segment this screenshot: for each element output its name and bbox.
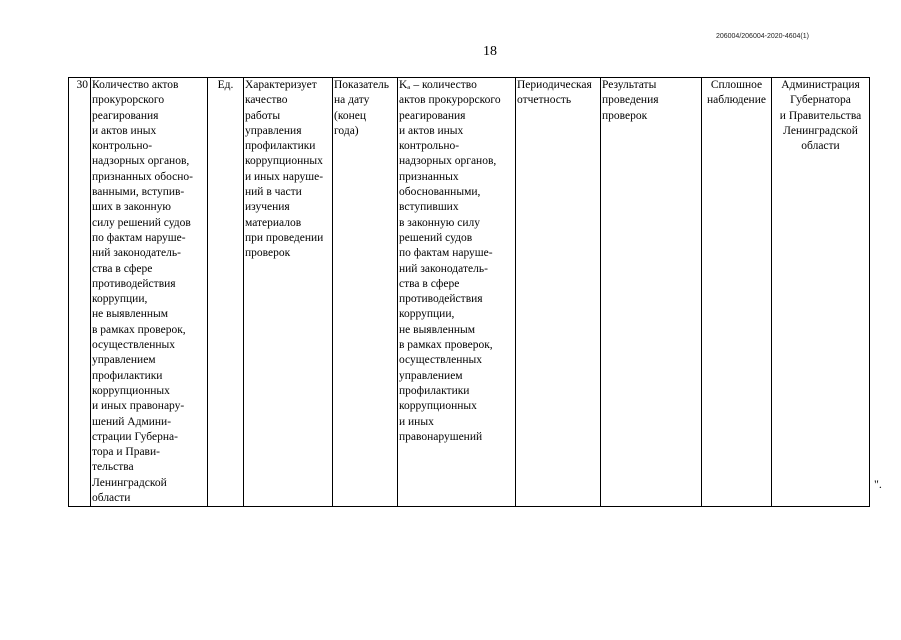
characteristic-cell: Характеризует качество работы управления профилактики коррупционных и иных наруше- ний в части изучения материалов при проведении проверок bbox=[244, 78, 333, 507]
collection-method-cell: Сплошное наблюдение bbox=[702, 78, 772, 507]
formula-cell: Kₐ – количество актов прокурорского реагирования и актов иных контрольно- надзорных органов, признанных обоснованными, вступивших в законную силу решений судов по фактам наруше- ний законодатель- ства в сфере противодействия коррупции, не выявленным в рамках проверок, осуществленных управлением профилактики коррупционных и иных правонарушений bbox=[398, 78, 516, 507]
row-number-cell: 30 bbox=[69, 78, 91, 507]
data-source-cell: Результаты проведения проверок bbox=[601, 78, 702, 507]
indicator-name-cell: Количество актов прокурорского реагирования и актов иных контрольно- надзорных органов, признанных обосно- ванными, вступив- ших в законную силу решений судов по фактам наруше- ний законодатель- ства в сфере противодействия коррупции, не выявленным в рамках проверок, осуществленных управлением профилактики коррупционных и иных правонару- шений Админи- страции Губерна- тора и Прави- тельства Ленинградской области bbox=[91, 78, 208, 507]
closing-quote-mark: ". bbox=[874, 477, 882, 491]
indicator-table bbox=[68, 77, 870, 507]
document-id: 206004/206004-2020-4604(1) bbox=[715, 33, 809, 40]
periodicity-cell: Периодическая отчетность bbox=[516, 78, 601, 507]
unit-cell: Ед. bbox=[208, 78, 244, 507]
table-row bbox=[69, 78, 870, 507]
responsible-body-cell: Администрация Губернатора и Правительства Ленинградской области bbox=[772, 78, 870, 507]
page-number: 18 bbox=[483, 44, 497, 59]
indicator-type-cell: Показатель на дату (конец года) bbox=[333, 78, 398, 507]
